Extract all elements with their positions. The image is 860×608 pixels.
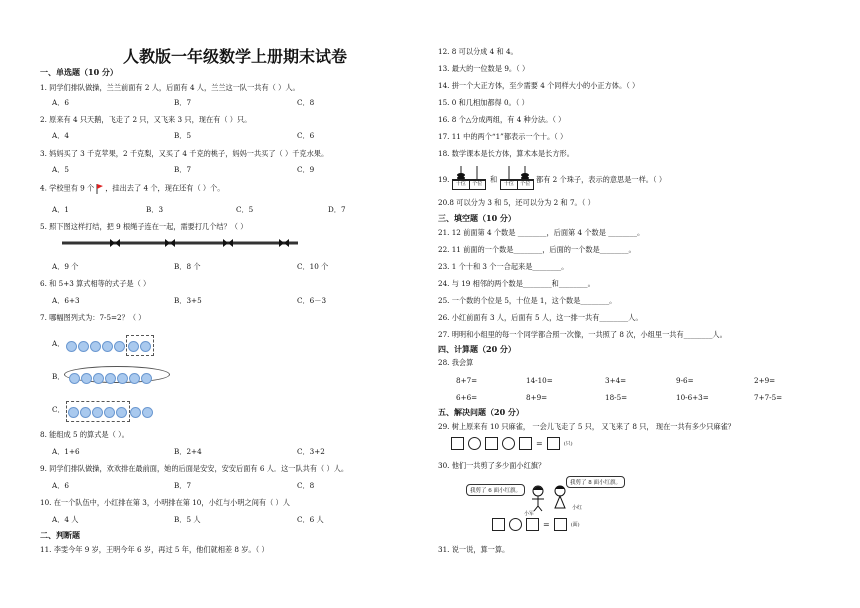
- question-16: 16. 8 个△分成两组，有 4 种分法。（ ）: [438, 115, 566, 124]
- section-heading-fill-blank: 三、填空题（10 分）: [438, 213, 516, 223]
- question-17: 17. 11 中的两个“1”都表示一个十。（ ）: [438, 132, 568, 141]
- question-11: 11. 李雯今年 9 岁，王明今年 6 岁，再过 5 年，他们就相差 8 岁。（ ）: [40, 545, 269, 554]
- abacus-2-ones-label: 个位: [520, 181, 531, 187]
- question-14: 14. 拼一个大正方体，至少需要 4 个同样大小的小正方体。（ ）: [438, 81, 640, 90]
- answer-box: [554, 518, 567, 531]
- question-18: 18. 数学课本是长方体，算术本是长方形。: [438, 149, 574, 158]
- section-heading-true-false: 二、判断题: [40, 530, 80, 540]
- q8-option-c: C．3+2: [297, 447, 325, 456]
- q3-option-c: C．9: [297, 165, 315, 174]
- speech-bubble-left: 我剪了 6 面小红旗。: [466, 484, 525, 496]
- q6-option-a: A．6+3: [52, 296, 80, 305]
- q8-option-a: A．1+6: [52, 447, 80, 456]
- unit-label: (面): [570, 522, 580, 528]
- q3-option-b: B．7: [174, 165, 192, 174]
- q10-option-a: A．4 人: [52, 515, 79, 524]
- q30-illustration: [466, 474, 656, 538]
- question-7: 7. 哪幅图列式为：7-5=2？（ ）: [40, 313, 146, 322]
- abacus-1-tens-label: 十位: [453, 181, 470, 189]
- q4-option-c: C．5: [236, 205, 254, 214]
- question-31: 31. 说一说，算一算。: [438, 545, 510, 554]
- q10-option-c: C．6 人: [297, 515, 324, 524]
- q7-option-c: C．: [52, 405, 65, 414]
- calc-2-1: 6+6=: [456, 393, 478, 402]
- q7-option-b: B．: [52, 372, 65, 381]
- question-29: 29. 树上原来有 10 只麻雀， 一会儿飞走了 5 只， 又飞来了 8 只， 现在一共有多少只麻雀？: [438, 422, 735, 431]
- question-24: 24. 与 19 相邻的两个数是________和________。: [438, 279, 595, 288]
- question-19-text: 都有 2 个珠子，表示的意思是一样。（ ）: [536, 175, 667, 184]
- children-drawing: [528, 484, 572, 512]
- question-6: 6. 和 5+3 算式相等的式子是（ ）: [40, 279, 151, 288]
- question-26: 26. 小红前面有 3 人，后面有 5 人，这一排一共有________人。: [438, 313, 643, 322]
- calc-1-1: 8+7=: [456, 376, 478, 385]
- q5-option-c: C．10 个: [297, 262, 329, 271]
- answer-box: [485, 437, 498, 450]
- section-heading-problem-solving: 五、解决问题（20 分）: [438, 407, 524, 417]
- operator-circle: [502, 437, 515, 450]
- speech-bubble-right: 我剪了 8 面小红旗。: [566, 476, 625, 488]
- abacus-1-ones-label: 个位: [472, 181, 483, 187]
- question-19-number: 19.: [438, 175, 450, 184]
- question-28: 28. 我会算: [438, 358, 474, 367]
- abacus-image-1: [452, 166, 486, 190]
- question-1: 1. 同学们排队做操，兰兰前面有 2 人，后面有 4 人，兰兰这一队一共有（ ）人。: [40, 83, 300, 92]
- q5-option-a: A．9 个: [52, 262, 79, 271]
- answer-box: [519, 437, 532, 450]
- question-4-text-start: 4. 学校里有 9 个: [40, 183, 95, 193]
- answer-box: [547, 437, 560, 450]
- calc-2-5: 7+7-5=: [754, 393, 783, 402]
- answer-box: [526, 518, 539, 531]
- q9-option-c: C．8: [297, 481, 315, 490]
- q7-option-a-balls: [66, 335, 154, 356]
- question-2: 2. 原来有 4 只天鹅，飞走了 2 只，又飞来 3 只，现在有（ ）只。: [40, 115, 252, 124]
- q1-option-c: C．8: [297, 98, 315, 107]
- calc-1-2: 14-10=: [526, 376, 553, 385]
- answer-box: [451, 437, 464, 450]
- child-name-right: 小红: [572, 505, 583, 511]
- question-27: 27. 明明和小组里的每一个同学都合照一次像，一共照了 8 次，小组里一共有________人。: [438, 330, 727, 339]
- calc-2-3: 18-5=: [605, 393, 628, 402]
- question-20: 20.8 可以分为 3 和 5，还可以分为 2 和 7。（ ）: [438, 198, 595, 207]
- q7-option-c-balls: [66, 401, 154, 422]
- q1-option-b: B．7: [174, 98, 192, 107]
- question-15: 15. 0 和几相加都得 0。（ ）: [438, 98, 529, 107]
- q2-option-c: C．6: [297, 131, 315, 140]
- question-5: 5. 照下图这样打结，把 9 根绳子连在一起，需要打几个结？（ ）: [40, 222, 248, 231]
- question-4-text-end: ，挂出去了 4 个，现在还有（ ）个。: [105, 183, 225, 193]
- q4-option-b: B．3: [146, 205, 164, 214]
- question-21: 21. 12 前面第 4 个数是 ________，后面第 4 个数是 ________。: [438, 228, 645, 237]
- calc-1-5: 2+9=: [754, 376, 776, 385]
- question-25: 25. 一个数的个位是 5，十位是 1，这个数是________。: [438, 296, 617, 305]
- q29-answer-template: = (只): [451, 437, 573, 450]
- child-name-left: 小军: [524, 511, 535, 517]
- calc-2-2: 8+9=: [526, 393, 548, 402]
- calc-2-4: 10-6+3=: [676, 393, 709, 402]
- question-22: 22. 11 前面的一个数是________，后面的一个数是________。: [438, 245, 636, 254]
- answer-box: [492, 518, 505, 531]
- page-title: 人教版一年级数学上册期末试卷: [122, 47, 347, 66]
- q9-option-b: B．7: [174, 481, 192, 490]
- q4-option-d: D．7: [328, 205, 346, 214]
- question-30: 30. 他们一共剪了多少面小红旗？: [438, 461, 546, 470]
- q4-option-a: A．1: [52, 205, 69, 214]
- abacus-2-tens-label: 十位: [501, 181, 518, 189]
- flag-icon: [95, 183, 104, 194]
- q30-answer-template: = (面): [492, 518, 580, 531]
- q2-option-a: A．4: [52, 131, 69, 140]
- unit-label: (只): [563, 441, 573, 447]
- q6-option-c: C．6－3: [297, 296, 327, 305]
- q7-option-b-balls: [64, 366, 170, 383]
- operator-circle: [468, 437, 481, 450]
- q10-option-b: B．5 人: [174, 515, 201, 524]
- knotted-rope-image: [60, 236, 300, 250]
- question-23: 23. 1 个十和 3 个一合起来是________。: [438, 262, 569, 271]
- question-19-and: 和: [490, 175, 498, 184]
- question-9: 9. 同学们排队做操，欢欢排在最前面，她的后面是安安，安安后面有 6 人．这一队共有（ ）人。: [40, 464, 349, 473]
- q8-option-b: B．2+4: [174, 447, 202, 456]
- abacus-image-2: [500, 166, 534, 190]
- q3-option-a: A．5: [52, 165, 69, 174]
- q2-option-b: B．5: [174, 131, 192, 140]
- question-4: [40, 183, 224, 194]
- section-heading-single-choice: 一、单选题（10 分）: [40, 67, 118, 77]
- question-8: 8. 能组成 5 的算式是（ ）。: [40, 430, 129, 439]
- question-10: 10. 在一个队伍中，小红排在第 3，小明排在第 10，小红与小明之间有（ ）人: [40, 498, 290, 507]
- section-heading-calculation: 四、计算题（20 分）: [438, 344, 516, 354]
- question-3: 3. 妈妈买了 3 千克苹果，2 千克梨，又买了 4 千克的桃子，妈妈一共买了（ ）千克水果。: [40, 149, 329, 158]
- calc-1-3: 3+4=: [605, 376, 627, 385]
- q9-option-a: A．6: [52, 481, 69, 490]
- question-13: 13. 最大的一位数是 9。（ ）: [438, 64, 530, 73]
- q6-option-b: B．3+5: [174, 296, 202, 305]
- calc-1-4: 9-6=: [676, 376, 694, 385]
- q7-option-a: A．: [52, 339, 65, 348]
- q5-option-b: B．8 个: [174, 262, 201, 271]
- q1-option-a: A．6: [52, 98, 69, 107]
- question-12: 12. 8 可以分成 4 和 4。: [438, 47, 518, 56]
- operator-circle: [509, 518, 522, 531]
